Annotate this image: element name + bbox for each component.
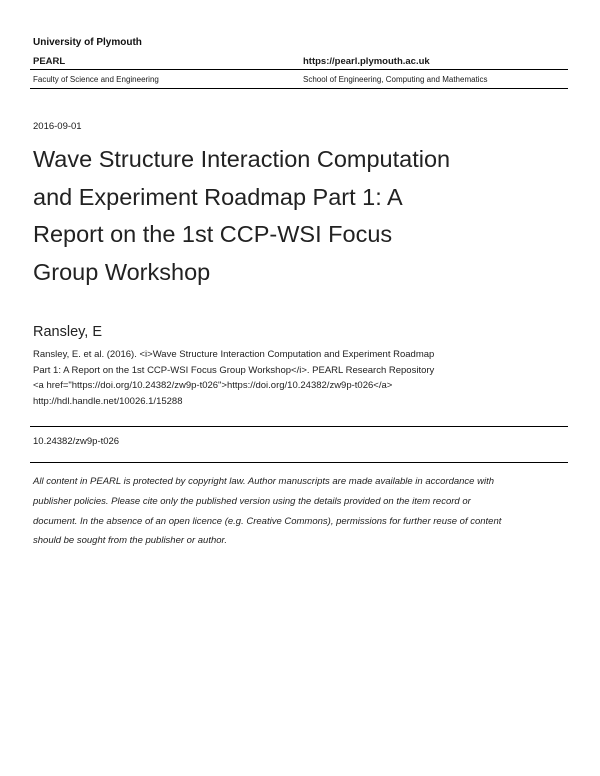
divider <box>30 426 568 427</box>
citation-line: Part 1: A Report on the 1st CCP-WSI Focus Group Workshop</i>. PEARL Research Repository <box>33 364 435 376</box>
document-title <box>33 141 553 291</box>
notice-line: should be sought from the publisher or author. <box>33 535 227 547</box>
copyright-notice <box>33 472 568 551</box>
school-name: School of Engineering, Computing and Mathematics <box>303 75 488 84</box>
publication-date: 2016-09-01 <box>33 121 82 132</box>
university-name: University of Plymouth <box>33 37 142 48</box>
title-line: Report on the 1st CCP-WSI Focus <box>33 221 393 247</box>
repository-url[interactable]: https://pearl.plymouth.ac.uk <box>303 56 430 67</box>
citation-line: Ransley, E. et al. (2016). <i>Wave Structure Interaction Computation and Experiment Roadmap <box>33 349 435 360</box>
notice-line: All content in PEARL is protected by copyright law. Author manuscripts are made available in accordance with <box>33 476 494 487</box>
title-line: and Experiment Roadmap Part 1: A <box>33 183 403 210</box>
faculty-name: Faculty of Science and Engineering <box>33 75 159 84</box>
header-repository-row <box>30 55 568 70</box>
header-department-row <box>30 73 568 89</box>
citation-line[interactable]: http://hdl.handle.net/10026.1/15288 <box>33 395 183 407</box>
notice-line: publisher policies. Please cite only the published version using the details provided on the item record or <box>33 495 471 507</box>
divider <box>30 462 568 463</box>
doi-text[interactable]: 10.24382/zw9p-t026 <box>33 436 120 447</box>
repository-name: PEARL <box>33 56 66 67</box>
citation-line: <a href="https://doi.org/10.24382/zw9p-t026">https://doi.org/10.24382/zw9p-t026</a> <box>33 380 393 391</box>
author-name: Ransley, E <box>33 324 103 340</box>
title-line: Wave Structure Interaction Computation <box>33 146 451 172</box>
notice-line: document. In the absence of an open licence (e.g. Creative Commons), permissions for further reuse of content <box>33 515 502 527</box>
citation-block <box>33 347 563 409</box>
title-line: Group Workshop <box>33 258 211 285</box>
